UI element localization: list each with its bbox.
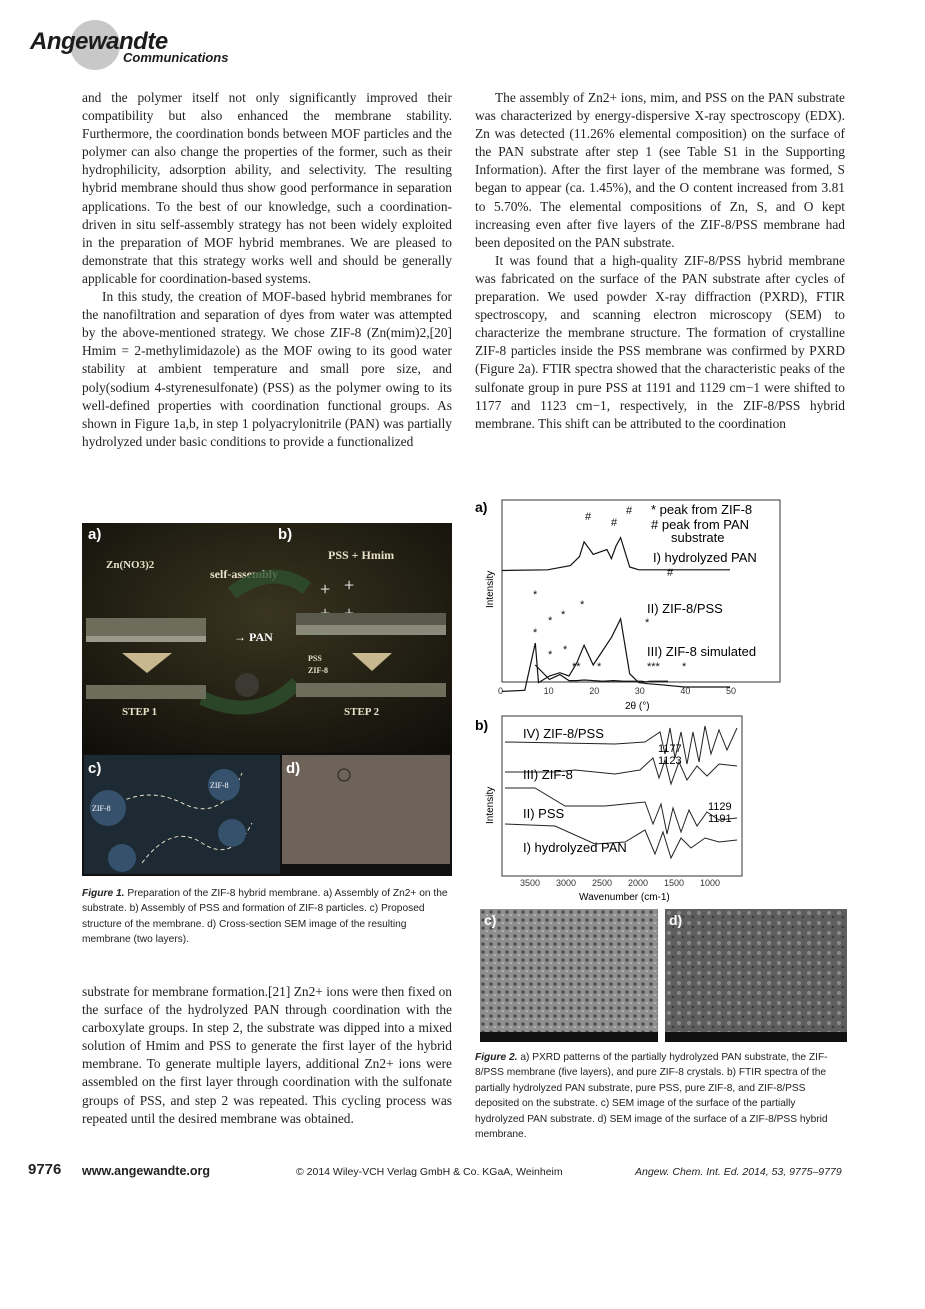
series-label-iii: III) ZIF-8 <box>523 767 573 782</box>
right-column-top <box>475 89 845 433</box>
figure-1-caption-text: Preparation of the ZIF-8 hybrid membrane. a) Assembly of Zn2+ on the substrate. b) Assembly of PSS and formation of ZIF-8 particles. c) Proposed structure of the membrane. d) Cross-section SEM image of the resulting membrane (two layers). <box>82 888 448 946</box>
peak-marker-star: * <box>580 599 585 611</box>
figure-2-caption-text: a) PXRD patterns of the partially hydrolyzed PAN substrate, the ZIF-8/PSS membrane (five layers), and pure ZIF-8 crystals. b) FTIR spectra of the partially hydrolyzed PAN substrate, pure PSS, pure ZIF-8, and ZIF-8/PSS deposited on the substrate. c) SEM image of the surface of the partially hydrolyzed PAN substrate. d) SEM image of the surface of a ZIF-8/PSS hybrid membrane. <box>475 1052 828 1141</box>
x-tick-label: 3500 <box>520 878 541 888</box>
citation: Angew. Chem. Int. Ed. 2014, 53, 9775–9779 <box>635 1166 842 1178</box>
pss-legend: PSS <box>308 654 322 663</box>
peak-marker-star: * <box>548 649 553 661</box>
y-axis-label: Intensity <box>485 570 496 608</box>
figure-1 <box>82 523 452 876</box>
peak-annotation-1129: 1129 <box>708 801 732 813</box>
left-column-top <box>82 89 452 451</box>
left-column-bottom <box>82 983 452 1128</box>
peak-annotation-1177: 1177 <box>658 743 682 755</box>
peak-marker-star: * <box>645 617 650 629</box>
figure-2b-ftir <box>475 714 750 904</box>
panel-label-d: d) <box>286 760 301 777</box>
figure-1-caption <box>82 886 452 948</box>
x-tick-label: 30 <box>634 686 645 696</box>
x-tick-label: 50 <box>726 686 737 696</box>
x-tick-label: 1500 <box>664 878 685 888</box>
panel-label-a: a) <box>88 526 102 543</box>
page-number: 9776 <box>28 1161 62 1178</box>
peak-marker-star: * <box>533 589 538 601</box>
x-tick-label: 2000 <box>628 878 649 888</box>
paragraph: and the polymer itself not only significantly improved their compatibility but also enhanced the membrane stability. Furthermore, the coordination bonds between MOF particles and the polymer can also change the properties of the former, such as their hydrophilicity, adsorption ability, and selectivity. The resulting hybrid membrane should thus show good performance in separation applications. To the best of our knowledge, such a coordination-driven in situ self-assembly strategy has not been widely exploited in the preparation of MOF hybrid membranes. We are pleased to demonstrate that this strategy works well and should be generally applicable for coordination-based systems. <box>82 90 452 286</box>
membrane-layer <box>296 683 446 697</box>
hydrolyzed-pan <box>86 685 206 699</box>
peak-marker-star: * <box>533 627 538 639</box>
legend-hash-pan: # peak from PAN <box>651 517 750 532</box>
peak-marker-hash: # <box>667 567 674 579</box>
zn-no3-label: Zn(NO3)2 <box>106 559 155 571</box>
x-axis-label: 2θ (°) <box>625 701 650 712</box>
panel-label-a: a) <box>475 499 488 515</box>
legend-star: * peak from ZIF-8 <box>651 502 753 517</box>
zif-crystal-icon <box>218 819 246 847</box>
sem-image-surface <box>480 909 658 1032</box>
y-axis-label: Intensity <box>485 786 496 824</box>
figure-2-caption <box>475 1050 847 1142</box>
sem-info-bar <box>282 864 450 874</box>
series-label-ii: II) PSS <box>523 806 565 821</box>
legend-hash-substrate: substrate <box>671 530 725 545</box>
panel-label-c: c) <box>484 912 497 928</box>
peak-marker-star: *** <box>647 661 660 673</box>
zif-particle-icon <box>235 673 259 697</box>
pss-hmim-label: PSS + Hmim <box>328 548 395 562</box>
self-assembly-label: self-assembly <box>210 567 278 581</box>
paragraph: substrate for membrane formation.[21] Zn2+ ions were then fixed on the surface of the hydrolyzed PAN through coordination with the carboxylate groups. In step 2, the substrate was dipped into a mixed solution of Hmim and PSS to generate the first layer of the hybrid membrane. To generate multiple layers, additional Zn2+ ions were assembled on the first layer through coordination with the sulfonate groups of PSS, and step 2 was repeated. This cycling process was repeated until the desired membrane was obtained. <box>82 984 452 1126</box>
x-tick-label: 10 <box>543 686 554 696</box>
x-tick-label: 0 <box>498 686 504 696</box>
figure-2c-sem <box>480 909 658 1042</box>
x-axis-label: Wavenumber (cm-1) <box>579 892 670 903</box>
figure-2-label: Figure 2. <box>475 1052 518 1063</box>
series-label-i: I) hydrolyzed PAN <box>523 840 627 855</box>
panel-d-sem-image <box>282 755 450 874</box>
panel-label-b: b) <box>278 526 293 543</box>
sem-image-membrane <box>665 909 847 1032</box>
peak-marker-hash: # <box>585 511 592 523</box>
zif-crystal-icon <box>108 844 136 872</box>
x-tick-label: 1000 <box>700 878 721 888</box>
peak-marker-star: ** <box>572 661 581 673</box>
series-label-ii: II) ZIF-8/PSS <box>647 601 723 616</box>
peak-marker-star: * <box>563 644 568 656</box>
step-2-label: STEP 2 <box>344 706 380 718</box>
peak-annotation-1123: 1123 <box>658 755 682 767</box>
zif-tag: ZIF-8 <box>92 804 111 813</box>
step-1-label: STEP 1 <box>122 706 158 718</box>
x-tick-label: 3000 <box>556 878 577 888</box>
series-label-iii: III) ZIF-8 simulated <box>647 644 757 659</box>
panel-label-d: d) <box>669 912 683 928</box>
panel-label-b: b) <box>475 717 489 733</box>
peak-marker-hash: # <box>611 517 618 529</box>
plus-sign: + <box>344 575 355 595</box>
zif-legend: ZIF-8 <box>308 666 328 675</box>
x-tick-label: 2500 <box>592 878 613 888</box>
panel-label-c: c) <box>88 760 102 777</box>
figure-2a-pxrd <box>475 498 785 713</box>
sem-info-bar <box>665 1032 847 1042</box>
pan-label: → PAN <box>234 630 273 644</box>
peak-marker-star: * <box>561 609 566 621</box>
x-tick-label: 40 <box>680 686 691 696</box>
journal-section: Communications <box>123 50 229 65</box>
figure-1-label: Figure 1. <box>82 888 125 899</box>
journal-logo: Angewandte <box>30 28 168 55</box>
peak-annotation-1191: 1191 <box>708 813 732 825</box>
peak-marker-hash: # <box>626 505 633 517</box>
figure-2d-sem <box>665 909 847 1042</box>
series-label-iv: IV) ZIF-8/PSS <box>523 726 604 741</box>
paragraph: It was found that a high-quality ZIF-8/PSS hybrid membrane was fabricated on the surface of the PAN substrate after cycles of preparation. We used powder X-ray diffraction (PXRD), FTIR spectroscopy, and scanning electron microscopy (SEM) to characterize the membrane structure. The formation of crystalline ZIF-8 particles inside the PSS membrane was confirmed by PXRD (Figure 2a). FTIR spectra showed that the characteristic peaks of the sulfonate group in pure PSS at 1191 and 1129 cm−1 were shifted to 1177 and 1123 cm−1, respectively, in the ZIF-8/PSS hybrid membrane. This shift can be attributed to the coordination <box>475 252 845 431</box>
copyright-notice: © 2014 Wiley-VCH Verlag GmbH & Co. KGaA, Weinheim <box>296 1166 563 1178</box>
plus-sign: + <box>320 579 331 599</box>
journal-website[interactable]: www.angewandte.org <box>82 1164 211 1178</box>
peak-marker-star: * <box>597 661 602 673</box>
peak-marker-star: * <box>548 615 553 627</box>
series-label-i: I) hydrolyzed PAN <box>653 550 757 565</box>
zif-tag: ZIF-8 <box>210 781 229 790</box>
x-tick-label: 20 <box>589 686 600 696</box>
paragraph: In this study, the creation of MOF-based hybrid membranes for the nanofiltration and separation of dyes from water was attempted by the above-mentioned strategy. We chose ZIF-8 (Zn(mim)2,[20] Hmim = 2-methylimidazole) as the MOF owing to its good water stability at ambient temperature and small pore size, and poly(sodium 4-styrenesulfonate) (PSS) as the polymer owing to its well-defined properties with coordination functional groups. As shown in Figure 1a,b, in step 1 polyacrylonitrile (PAN) was partially hydrolyzed under basic conditions to provide a functionalized <box>82 289 452 449</box>
sem-info-bar <box>480 1032 658 1042</box>
paragraph: The assembly of Zn2+ ions, mim, and PSS on the PAN substrate was characterized by energy-dispersive X-ray spectroscopy (EDX). Zn was detected (11.26% elemental composition) on the surface of the PAN substrate after step 1 (see Table S1 in the Supporting Information). After the first layer of the membrane was formed, S began to appear (ca. 1.45%), and the O content increased from 3.81 to 5.70%. The elemental compositions of Zn, S, and O kept increasing even after five layers of the ZIF-8/PSS membrane had been deposited on the PAN substrate. <box>475 90 845 250</box>
peak-marker-star: * <box>682 661 687 673</box>
